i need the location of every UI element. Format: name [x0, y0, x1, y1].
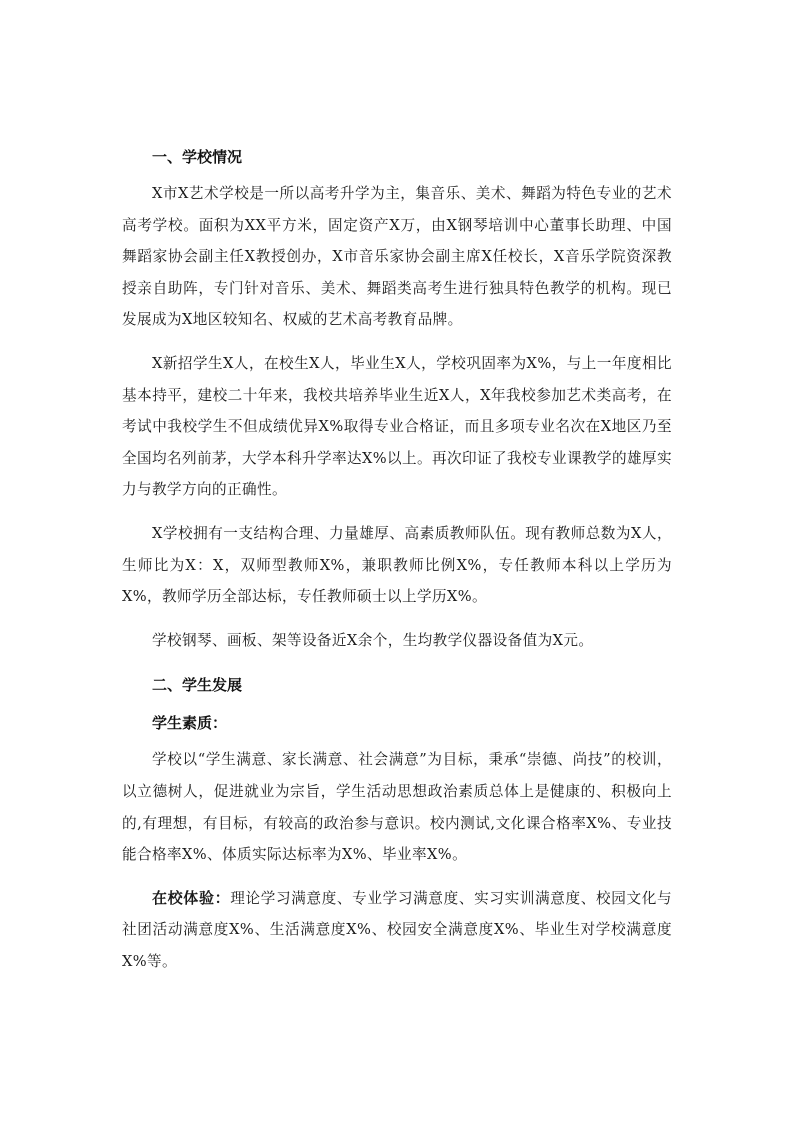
- section-heading-student-development: 二、学生发展: [152, 676, 243, 695]
- paragraph-student-quality: 学校以“学生满意、家长满意、社会满意”为目标，秉承“崇德、尚技”的校训，以立德树人，促进就业为宗旨，学生活动思想政治素质总体上是健康的、积极向上的,有理想，有目标，有较高的政治参与意识。校内测试,文化课合格率X%、专业技能合格率X%、体质实际达标率为X%、毕业率X%。: [122, 751, 672, 864]
- paragraph-teachers: X学校拥有一支结构合理、力量雄厚、高素质教师队伍。现有教师总数为X人，生师比为X：X，双师型教师X%，兼职教师比例X%，专任教师本科以上学历为X%，教师学历全部达标，专任教师硕士以上学历X%。: [122, 524, 672, 606]
- subheading-student-quality: 学生素质：: [152, 714, 228, 733]
- section-heading-school-overview: 一、学校情况: [152, 148, 243, 166]
- paragraph-campus-experience: [122, 883, 672, 978]
- document-body: [122, 140, 672, 989]
- paragraph-enrollment: X新招学生X人，在校生X人，毕业生X人，学校巩固率为X%，与上一年度相比基本持平，建校二十年来，我校共培养毕业生近X人，X年我校参加艺术类高考，在考试中我校学生不但成绩优异X%取得专业合格证，而且多项专业名次在X地区乃至全国均名列前茅，大学本科升学率达X%以上。再次印证了我校专业课教学的雄厚实力与教学方向的正确性。: [122, 354, 672, 499]
- campus-experience-text: 理论学习满意度、专业学习满意度、实习实训满意度、校园文化与社团活动满意度X%、生活满意度X%、校园安全满意度X%、毕业生对学校满意度X%等。: [122, 889, 672, 970]
- paragraph-school-intro: X市X艺术学校是一所以高考升学为主，集音乐、美术、舞蹈为特色专业的艺术高考学校。面积为XX平方米，固定资产X万，由X钢琴培训中心董事长助理、中国舞蹈家协会副主任X教授创办，X市音乐家协会副主席X任校长，X音乐学院资深教授亲自助阵，专门针对音乐、美术、舞蹈类高考生进行独具特色教学的机构。现已发展成为X地区较知名、权威的艺术高考教育品牌。: [122, 185, 672, 329]
- paragraph-equipment: 学校钢琴、画板、架等设备近X余个，生均教学仪器设备值为X元。: [152, 631, 594, 649]
- lead-campus-experience: 在校体验：: [152, 888, 231, 907]
